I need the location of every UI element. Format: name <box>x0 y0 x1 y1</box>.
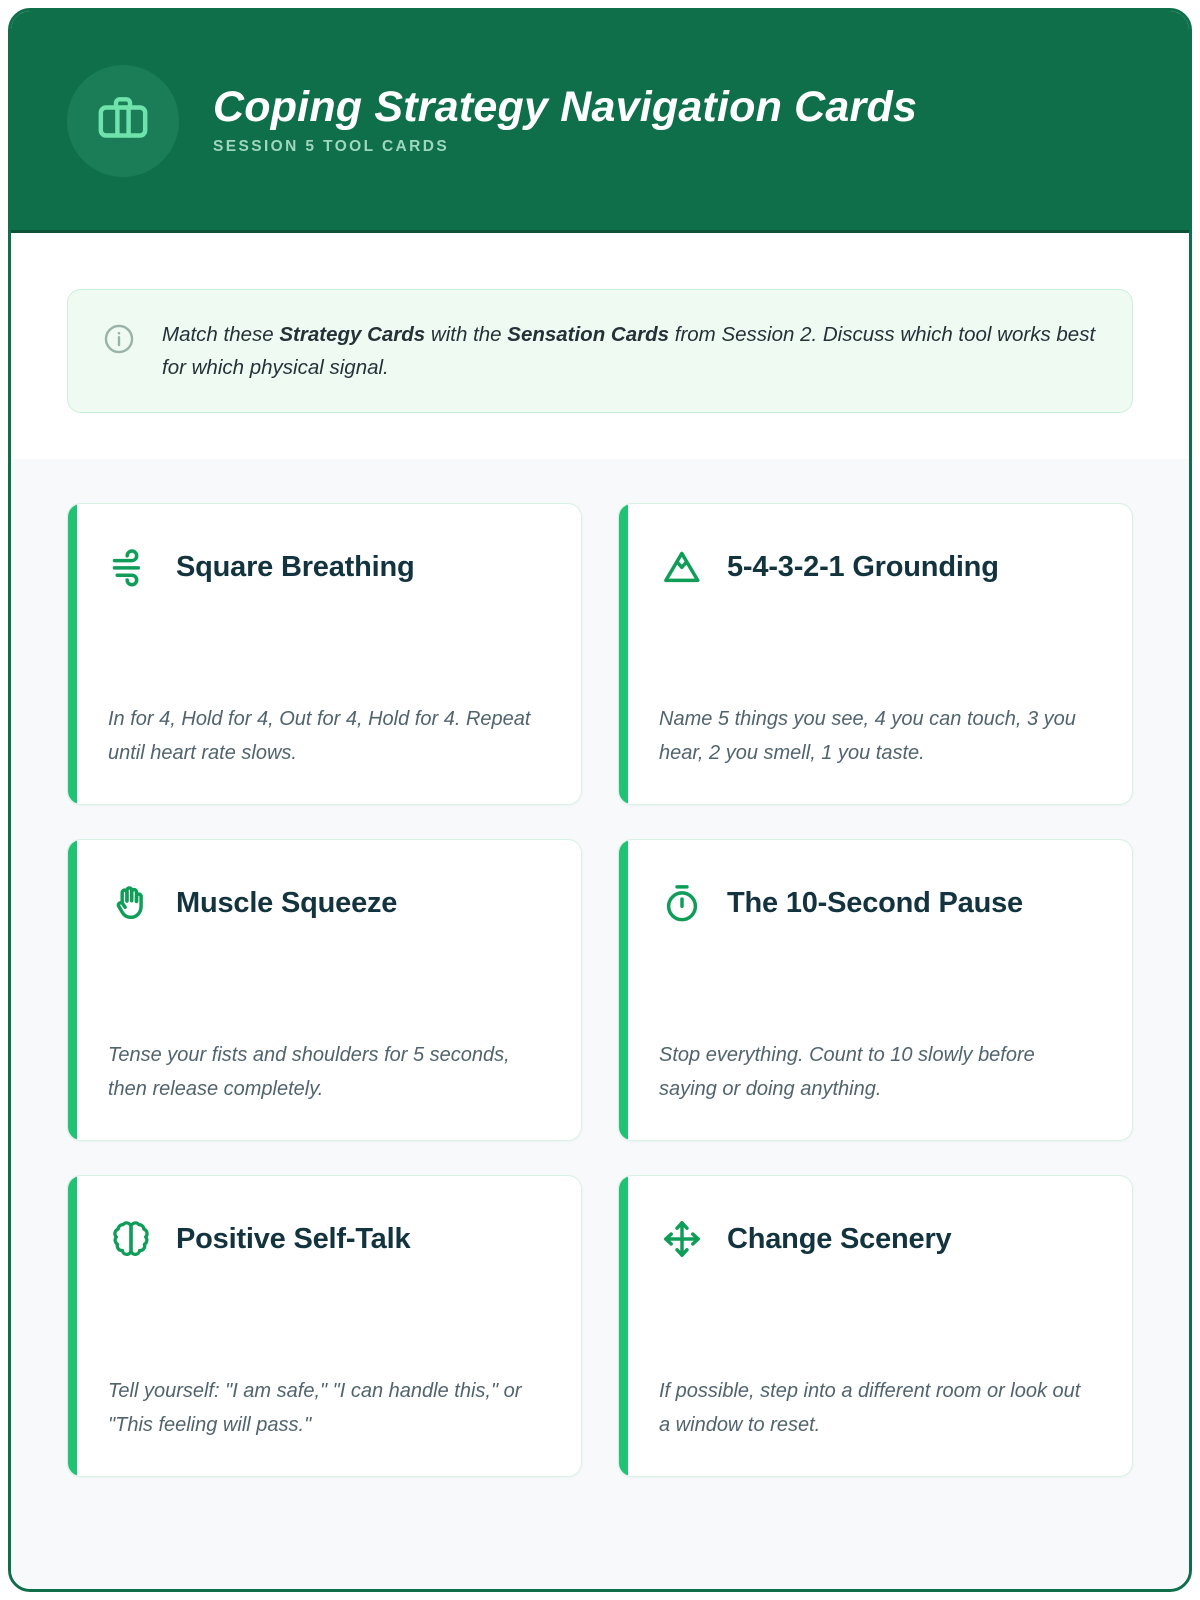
logo-badge <box>67 65 179 177</box>
card-title: Square Breathing <box>176 550 415 583</box>
page-title: Coping Strategy Navigation Cards <box>213 82 918 131</box>
card-title: 5-4-3-2-1 Grounding <box>727 550 999 583</box>
strategy-card[interactable] <box>67 503 582 805</box>
card-title: Positive Self-Talk <box>176 1222 411 1255</box>
move-arrows-icon <box>659 1216 705 1262</box>
wind-icon <box>108 544 154 590</box>
card-header <box>108 544 545 590</box>
card-header <box>659 880 1096 926</box>
instruction-text <box>162 318 1098 384</box>
note-text-3: from Session 2. Discuss which tool works best for which physical signal. <box>162 323 1096 380</box>
card-title: Change Scenery <box>727 1222 952 1255</box>
page-header <box>11 11 1189 233</box>
card-title: The 10-Second Pause <box>727 886 1023 919</box>
cards-grid <box>67 503 1133 1477</box>
note-band <box>11 233 1189 459</box>
instruction-note <box>67 289 1133 413</box>
header-text-group <box>213 82 918 156</box>
card-header <box>108 1216 545 1262</box>
card-description: Tense your fists and shoulders for 5 seconds, then release completely. <box>108 1043 510 1101</box>
mountain-icon <box>659 544 705 590</box>
note-text-1: Match these <box>162 323 280 346</box>
card-description: If possible, step into a different room or look out a window to reset. <box>659 1379 1081 1437</box>
strategy-card[interactable] <box>618 1175 1133 1477</box>
hand-icon <box>108 880 154 926</box>
card-description: In for 4, Hold for 4, Out for 4, Hold for 4. Repeat until heart rate slows. <box>108 707 531 765</box>
strategy-card[interactable] <box>67 839 582 1141</box>
note-bold-1: Strategy Cards <box>279 323 426 346</box>
strategy-card[interactable] <box>618 839 1133 1141</box>
info-icon <box>102 322 136 361</box>
card-header <box>659 1216 1096 1262</box>
card-header <box>108 880 545 926</box>
page-subtitle: SESSION 5 TOOL CARDS <box>213 138 450 156</box>
note-bold-2: Sensation Cards <box>507 323 670 346</box>
cards-section <box>11 459 1189 1589</box>
card-description: Name 5 things you see, 4 you can touch, 3 you hear, 2 you smell, 1 you taste. <box>659 707 1076 765</box>
brain-icon <box>108 1216 154 1262</box>
strategy-card[interactable] <box>67 1175 582 1477</box>
strategy-card[interactable] <box>618 503 1133 805</box>
worksheet-sheet <box>8 8 1192 1592</box>
card-description: Tell yourself: "I am safe," "I can handle this," or "This feeling will pass." <box>108 1379 522 1437</box>
card-description: Stop everything. Count to 10 slowly before saying or doing anything. <box>659 1043 1035 1101</box>
card-title: Muscle Squeeze <box>176 886 398 919</box>
toolbox-icon <box>95 90 151 151</box>
stopwatch-icon <box>659 880 705 926</box>
card-header <box>659 544 1096 590</box>
note-text-2: with the <box>425 323 508 346</box>
